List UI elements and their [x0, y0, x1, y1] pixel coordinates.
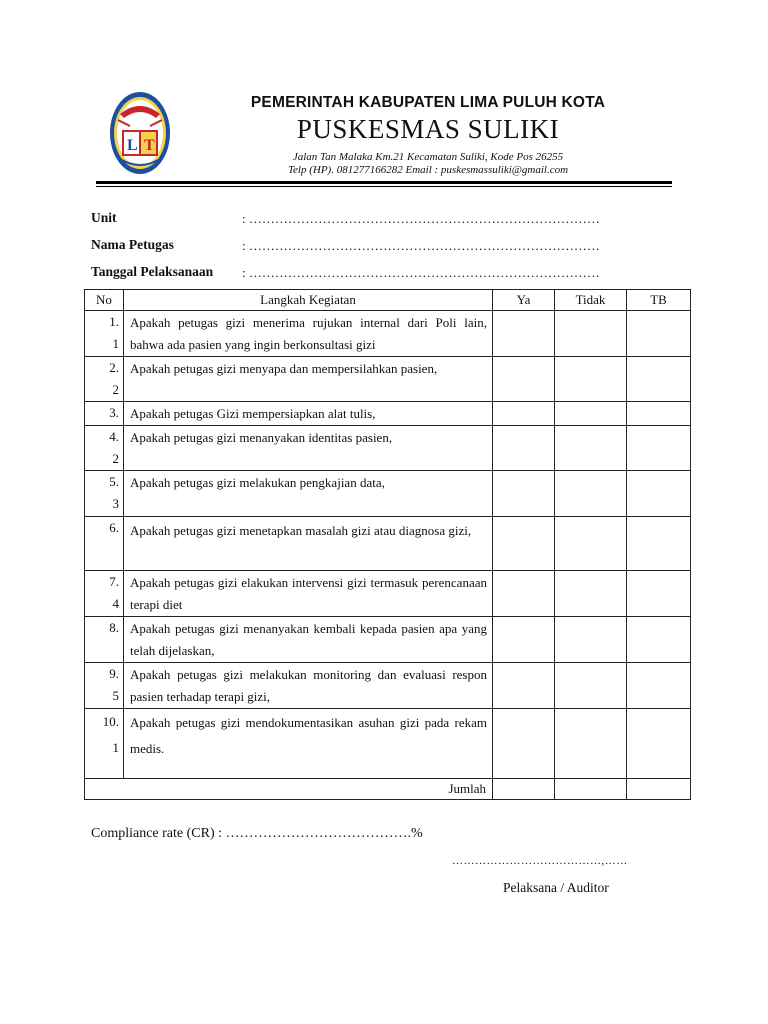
tidak-cell[interactable]: [555, 471, 627, 517]
table-row: [85, 311, 691, 357]
tidak-cell[interactable]: [555, 357, 627, 402]
contact-line: Telp (HP). 081277166282 Email : puskesmassuliki@gmail.com: [287, 164, 569, 176]
ya-cell[interactable]: [493, 471, 555, 517]
table-row: [85, 571, 691, 617]
total-label: Jumlah: [85, 779, 493, 800]
step-text: Apakah petugas gizi menanyakan identitas pasien,: [124, 426, 493, 471]
tb-cell[interactable]: [627, 709, 691, 779]
ya-cell[interactable]: [493, 357, 555, 402]
tidak-cell[interactable]: [555, 571, 627, 617]
step-text: Apakah petugas gizi mendokumentasikan asuhan gizi pada rekam medis.: [124, 709, 493, 779]
header-tb: TB: [627, 290, 691, 311]
tidak-cell[interactable]: [555, 517, 627, 571]
auditor-label: Pelaksana / Auditor: [503, 880, 609, 895]
tidak-cell[interactable]: [555, 709, 627, 779]
header-langkah: Langkah Kegiatan: [124, 290, 493, 311]
ya-cell[interactable]: [493, 663, 555, 709]
row-number: 7. 4: [85, 571, 124, 617]
unit-field[interactable]: : ………………………………………………………………………: [242, 211, 600, 226]
header-tidak: Tidak: [555, 290, 627, 311]
compliance-rate-field[interactable]: Compliance rate (CR) : ………………………………….%: [91, 826, 423, 841]
svg-text:L: L: [127, 137, 138, 154]
row-number: 4. 2: [85, 426, 124, 471]
tb-cell[interactable]: [627, 571, 691, 617]
step-text: Apakah petugas gizi elakukan intervensi gizi termasuk perencanaan terapi diet: [124, 571, 493, 617]
checklist-table: [84, 289, 691, 800]
ya-cell[interactable]: [493, 709, 555, 779]
tb-cell[interactable]: [627, 357, 691, 402]
nama-petugas-label: Nama Petugas: [91, 237, 174, 252]
step-text: Apakah petugas gizi menerima rujukan internal dari Poli lain, bahwa ada pasien yang ingin berkonsultasi gizi: [124, 311, 493, 357]
tb-total-cell[interactable]: [627, 779, 691, 800]
header-rule-thin: [96, 186, 672, 187]
table-row: [85, 709, 691, 779]
tb-cell[interactable]: [627, 426, 691, 471]
ya-cell[interactable]: [493, 311, 555, 357]
row-number: 9. 5: [85, 663, 124, 709]
tidak-cell[interactable]: [555, 663, 627, 709]
ya-cell[interactable]: [493, 617, 555, 663]
row-number: 5. 3: [85, 471, 124, 517]
tb-cell[interactable]: [627, 471, 691, 517]
date-signature-line[interactable]: …………………………………,……: [452, 855, 628, 867]
tidak-cell[interactable]: [555, 617, 627, 663]
tb-cell[interactable]: [627, 617, 691, 663]
step-text: Apakah petugas gizi melakukan monitoring dan evaluasi respon pasien terhadap terapi gizi,: [124, 663, 493, 709]
svg-text:T: T: [144, 137, 155, 154]
table-row: [85, 617, 691, 663]
institution-name: PUSKESMAS SULIKI: [296, 114, 560, 144]
row-number: 6.: [85, 517, 124, 571]
step-text: Apakah petugas gizi menyapa dan mempersilahkan pasien,: [124, 357, 493, 402]
government-name: PEMERINTAH KABUPATEN LIMA PULUH KOTA: [250, 94, 606, 111]
unit-label: Unit: [91, 210, 117, 225]
table-row: [85, 663, 691, 709]
tb-cell[interactable]: [627, 663, 691, 709]
tanggal-label: Tanggal Pelaksanaan: [91, 264, 214, 279]
row-number: 3.: [85, 402, 124, 426]
row-number: 2. 2: [85, 357, 124, 402]
tidak-cell[interactable]: [555, 426, 627, 471]
row-number: 10. 1: [85, 709, 124, 779]
row-number: 8.: [85, 617, 124, 663]
step-text: Apakah petugas gizi melakukan pengkajian data,: [124, 471, 493, 517]
table-row: [85, 357, 691, 402]
table-row: [85, 517, 691, 571]
tb-cell[interactable]: [627, 517, 691, 571]
ya-cell[interactable]: [493, 571, 555, 617]
tidak-total-cell[interactable]: [555, 779, 627, 800]
table-header-row: [85, 290, 691, 311]
address-line: Jalan Tan Malaka Km.21 Kecamatan Suliki, Kode Pos 26255: [292, 151, 564, 163]
tidak-cell[interactable]: [555, 311, 627, 357]
row-number: 1. 1: [85, 311, 124, 357]
step-text: Apakah petugas gizi menanyakan kembali kepada pasien apa yang telah dijelaskan,: [124, 617, 493, 663]
tb-cell[interactable]: [627, 402, 691, 426]
nama-petugas-field[interactable]: : ………………………………………………………………………: [242, 238, 600, 253]
total-row: [85, 779, 691, 800]
header-rule-thick: [96, 181, 672, 184]
header-no: No: [85, 290, 124, 311]
tb-cell[interactable]: [627, 311, 691, 357]
ya-total-cell[interactable]: [493, 779, 555, 800]
tanggal-field[interactable]: : ………………………………………………………………………: [242, 265, 600, 280]
table-row: [85, 402, 691, 426]
ya-cell[interactable]: [493, 426, 555, 471]
header-ya: Ya: [493, 290, 555, 311]
step-text: Apakah petugas gizi menetapkan masalah gizi atau diagnosa gizi,: [124, 517, 493, 571]
table-row: [85, 471, 691, 517]
ya-cell[interactable]: [493, 402, 555, 426]
puskesmas-logo: [108, 90, 172, 176]
tidak-cell[interactable]: [555, 402, 627, 426]
ya-cell[interactable]: [493, 517, 555, 571]
table-row: [85, 426, 691, 471]
step-text: Apakah petugas Gizi mempersiapkan alat tulis,: [124, 402, 493, 426]
